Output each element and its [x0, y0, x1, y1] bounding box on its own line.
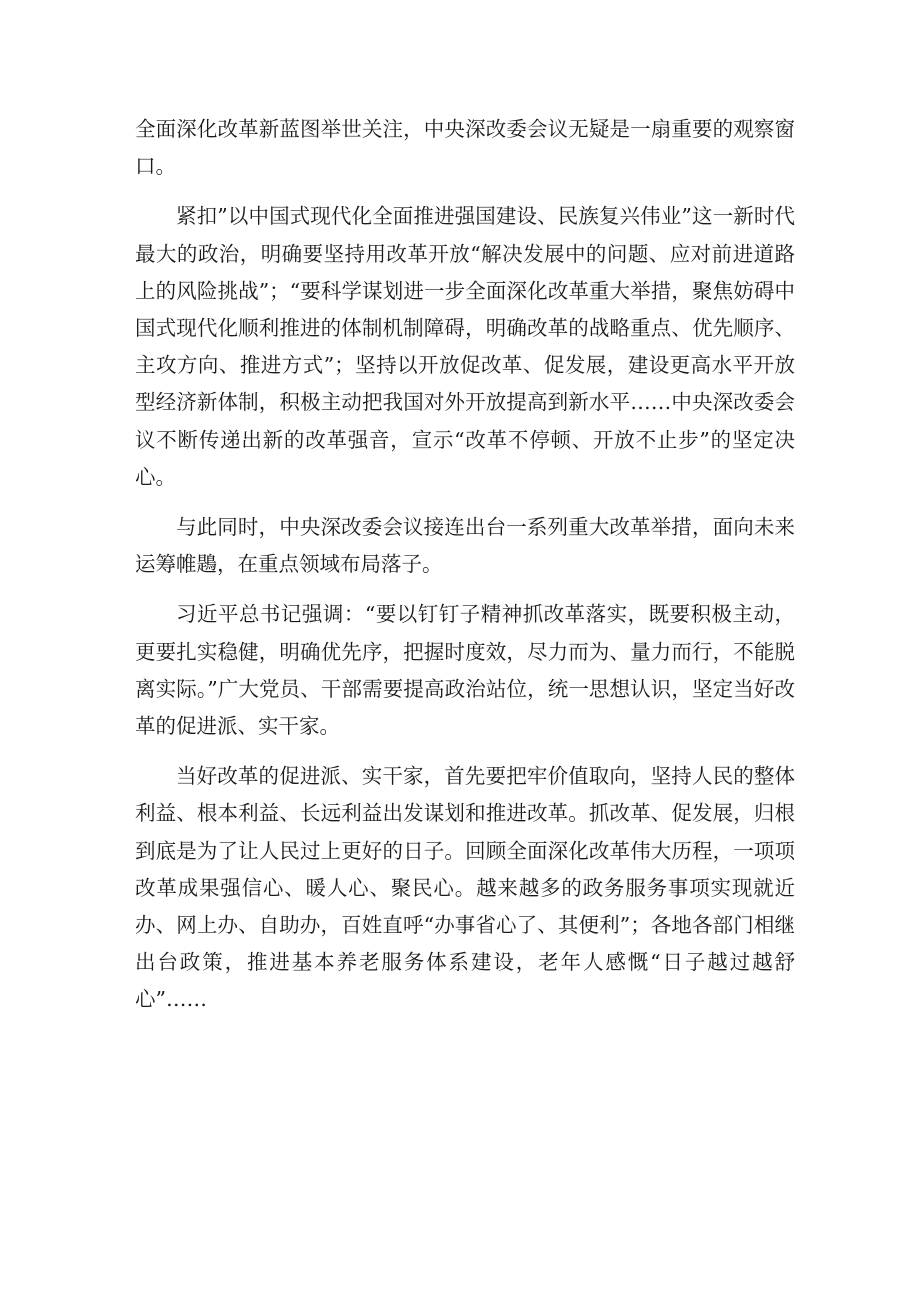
paragraph-4: 习近平总书记强调：“要以钉钉子精神抓改革落实，既要积极主动，更要扎实稳健，明确优先序，把握时度效，尽力而为、量力而行，不能脱离实际。”广大党员、干部需要提高政治站位，统一思想认识，坚定当好改革的促进派、实干家。 [135, 602, 795, 739]
document-body [135, 111, 795, 1032]
paragraph-3: 与此同时，中央深改委会议接连出台一系列重大改革举措，面向未来运筹帷鶗，在重点领域布局落子。 [135, 515, 795, 577]
paragraph-5: 当好改革的促进派、实干家，首先要把牢价值取向，坚持人民的整体利益、根本利益、长远利益出发谋划和推进改革。抓改革、促发展，归根到底是为了让人民过上更好的日子。回顾全面深化改革伟大历程，一项项改革成果强信心、暖人心、聚民心。越来越多的政务服务事项实现就近办、网上办、自助办，百姓直呼“办事省心了、其便利”；各地各部门相继出台政策，推进基本养老服务体系建设，老年人感慨“日子越过越舒心”…… [135, 764, 795, 1012]
paragraph-2: 紧扣”以中国式现代化全面推进强国建设、民族复兴伟业”这一新时代最大的政治，明确要坚持用改革开放“解决发展中的问题、应对前进道路上的风险挑战”；“要科学谋划进一步全面深化改革重大举措，聚焦妨碍中国式现代化顺利推进的体制机制障碍，明确改革的战略重点、优先顺序、主攻方向、推进方式”；坚持以开放促改革、促发展，建设更高水平开放型经济新体制，积极主动把我国对外开放提高到新水平……中央深改委会议不断传递出新的改革强音，宣示“改革不停顿、开放不止步”的坚定决心。 [135, 204, 795, 489]
paragraph-1: 全面深化改革新蓝图举世关注，中央深改委会议无疑是一扇重要的观察窗口。 [135, 117, 795, 179]
